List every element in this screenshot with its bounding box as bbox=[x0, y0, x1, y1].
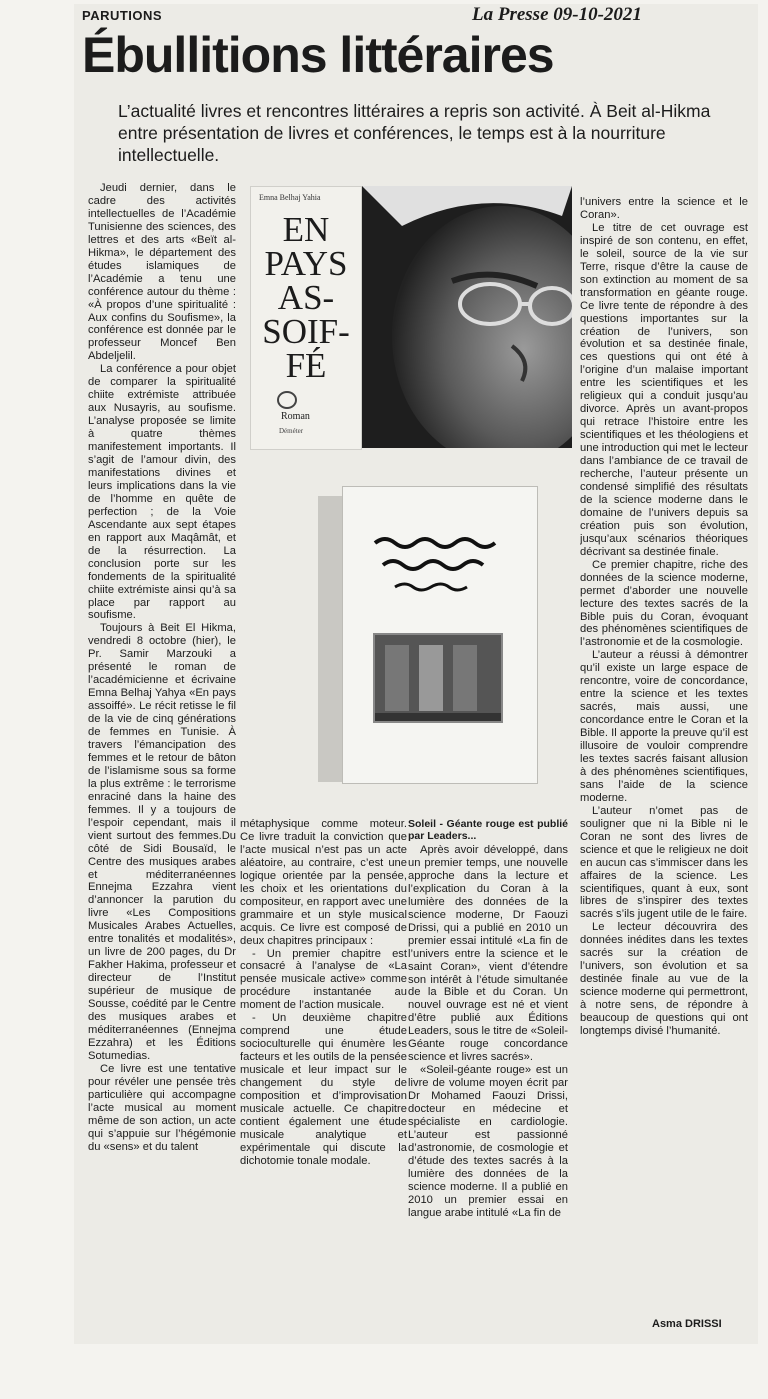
window-illustration bbox=[375, 635, 501, 721]
paragraph: L’auteur a réussi à démontrer qu’il existe un large espace de rencontre, voire de concordance, entre la science et les textes sacrés, mais aussi, une concordance entre le Coran et la Bible. Il apporte la preuve qu’il est illusoire de vouloir comprendre les textes sacrés faisant allusion à des phénomènes scientifiques, sans l’aide de la science moderne. bbox=[580, 649, 748, 804]
paragraph: l’univers entre la science et le Coran». bbox=[580, 196, 748, 221]
author-signature: Asma DRISSI bbox=[652, 1318, 722, 1330]
arabic-title-calligraphy bbox=[365, 531, 515, 601]
paragraph: Toujours à Beit El Hikma, vendredi 8 octobre (hier), le Pr. Samir Marzouki a présenté le roman de l’académicienne et écrivaine Emna Belhaj Yahya «En pays assoiffé». Le récit retisse le fil de la vie de cinq générations de femmes en Tunisie. À travers l’émancipation des femmes et le retour de bâton de l’islamisme sous sa forme la plus extrême : le terrorisme enraciné dans la haine des femmes. Il y a toujours de l’espoir cependant, mais il vient surtout des femmes.Du côté de Sidi Bousaïd, le Centre des musiques arabes et méditerranéennes Ennejma Ezzahra vient d’annoncer la parution du livre «Les Compositions Musicales Arabes Actuelles, entre tonalités et modalités», un livre de 200 pages, du Dr Fakher Hakima, professeur et directeur de l’Institut supérieur de musique de Sousse, coédité par le Centre des musiques arabes et méditerranéennes (Ennejma Ezzahra) et les Éditions Sotumedias. bbox=[88, 622, 236, 1062]
book-cover-en-pays-assoiffe bbox=[250, 186, 362, 450]
cover-photo-window bbox=[373, 633, 503, 723]
paragraph: Ce premier chapitre, riche des données de la science moderne, permet d’aborder une nouvelle lecture des textes sacrés de la Bible puis du Coran, évoquant des phénomènes scientifiques de l’astronomie et de la cosmologie. bbox=[580, 558, 748, 649]
headline: Ébullitions littéraires bbox=[82, 27, 554, 83]
article-column-3 bbox=[408, 818, 568, 1330]
article-column-4 bbox=[580, 196, 748, 1310]
cover-title: EN PAYS AS- SOIF- FÉ bbox=[262, 210, 350, 385]
section-rubric: PARUTIONS bbox=[82, 8, 163, 23]
paragraph: Ce livre est une tentative pour révéler une pensée très particulière qui accompagne l’acte musical au moment même de son action, un acte qui s’appuie sur l’hégémonie du «sens» et du talent bbox=[88, 1062, 236, 1153]
paragraph: métaphysique comme moteur. Ce livre traduit la conviction que l’acte musical n’est pas un acte aléatoire, au contraire, c’est une logique orientée par la pensée, les choix et les orientations du compositeur, en rapport avec une grammaire et un style musical acquis. Ce livre est composé de deux chapitres principaux : bbox=[240, 818, 407, 947]
paragraph: «Soleil-géante rouge» est un livre de volume moyen écrit par Dr Mohamed Faouzi Drissi, docteur en médecine et spécialiste en cardiologie. L’auteur est passionné d’astronomie, de cosmologie et d’étude des textes sacrés à la lumière des données de la science moderne. Il a publié en 2010 un premier essai en langue arabe intitulé «La fin de bbox=[408, 1064, 568, 1219]
author-portrait-photo bbox=[362, 186, 572, 448]
article-column-1 bbox=[88, 182, 236, 1330]
lead-paragraph: L’actualité livres et rencontres littéraires a repris son activité. À Beit al-Hikma entre présentation de livres et conférences, le temps est à la nourriture intellectuelle. bbox=[118, 101, 711, 165]
source-annotation: La Presse 09-10-2021 bbox=[472, 4, 642, 25]
paragraph: - Un premier chapitre est consacré à l’analyse de «La pensée musicale active» comme procédure instantanée au moment de l’action musicale. bbox=[240, 947, 407, 1012]
paragraph: Après avoir développé, dans un premier temps, une nouvelle approche dans la lecture et l’explication du Coran à la lumière des données de la science moderne, Dr Faouzi Drissi, qui a publié en 2010 un premier essai intitulé «La fin de l’univers entre la science et le saint Coran», vient d’étendre son intérêt à l’étude simultanée de la Bible et du Coran. Un nouvel ouvrage est né et vient d’être publié aux Éditions Leaders, sous le titre de «Soleil-Géante rouge concordance science et livres sacrés». bbox=[408, 844, 568, 1064]
book-cover-compositions-musicales bbox=[318, 486, 538, 784]
paragraph: L’auteur n’omet pas de souligner que ni la Bible ni le Coran ne sont des livres de science et que le religieux ne doit en aucun cas s’immiscer dans les affaires de la science. Les scientifiques, quant à eux, sont libres de s’inspirer des textes sacrés s’ils jugent utile de le faire. bbox=[580, 804, 748, 921]
book-front bbox=[342, 486, 538, 784]
image-caption: Soleil - Géante rouge est publié par Leaders... bbox=[408, 818, 568, 842]
cover-author: Emna Belhaj Yahia bbox=[259, 193, 321, 202]
cover-publisher: Déméter bbox=[279, 427, 304, 435]
cover-genre: Roman bbox=[281, 411, 310, 422]
paragraph: La conférence a pour objet de comparer la spiritualité chiite extrémiste attribuée aux Nusayris, au soufisme. L’analyse proposée se limite à quatre thèmes manifestement importants. Il s’agit de l’amour divin, des manifestations divines et leurs implications dans la vie de l’homme en quête de perfection ; de la Voie Ascendante aux sept étapes en rapport aux Maqâmât, et de la résurrection. La conclusion porte sur les fondements de la spiritualité chiite extrémiste ainsi qu’à sa place par rapport au soufisme. bbox=[88, 363, 236, 622]
paragraph: Le titre de cet ouvrage est inspiré de son contenu, en effet, le soleil, source de la vie sur Terre, risque d’être la cause de son extinction au moment de sa transformation en géante rouge. Ce livre tente de répondre à des questions importantes sur la création de l’univers, son évolution et sa destinée finale, ces questions qui ont été à l’origine d’un malaise important entre les scientifiques et les religieux qui a conduit jusqu’au divorce. Après un avant-propos qui retrace l’histoire entre les scientifiques et les théologiens et une introduction qui met le lecteur dans l’ambiance de ce travail de recherche, l’auteur présente un condensé simplifié des résultats de la science moderne dans le domaine de l’univers depuis sa création puis son évolution, jusqu’aux scénarios théoriques décrivant sa destinée finale. bbox=[580, 221, 748, 558]
paragraph: - Un deuxième chapitre comprend une étude socioculturelle qui énumère les facteurs et les outils de la pensée musicale et leur impact sur le changement du style de composition et d’improvisation musicale actuelle. Ce chapitre contient également une étude musicale analytique et expérimentale qui discute la dichotomie tonale modale. bbox=[240, 1012, 407, 1167]
book-spine bbox=[318, 496, 344, 782]
portrait-illustration bbox=[362, 186, 572, 448]
paragraph: Le lecteur découvrira des données inédites dans les textes sacrés sur la création de l’univers, son évolution et sa destinée finale au vue de la science moderne qui permettront, à notre sens, de répondre à beaucoup de questions qui ont longtemps divisé l’humanité. bbox=[580, 921, 748, 1037]
article-column-2 bbox=[236, 818, 407, 1330]
paragraph: Jeudi dernier, dans le cadre des activités intellectuelles de l’Académie Tunisienne des sciences, des lettres et des arts «Beït al-Hikma», le département des études islamiques de l’Académie a tenu une conférence autour du thème : «À propos d’une spiritualité : Aux confins du Soufisme», la conférence est donnée par le professeur Moncef Ben Abdeljelil. bbox=[88, 182, 236, 363]
publisher-logo-icon bbox=[277, 391, 297, 409]
